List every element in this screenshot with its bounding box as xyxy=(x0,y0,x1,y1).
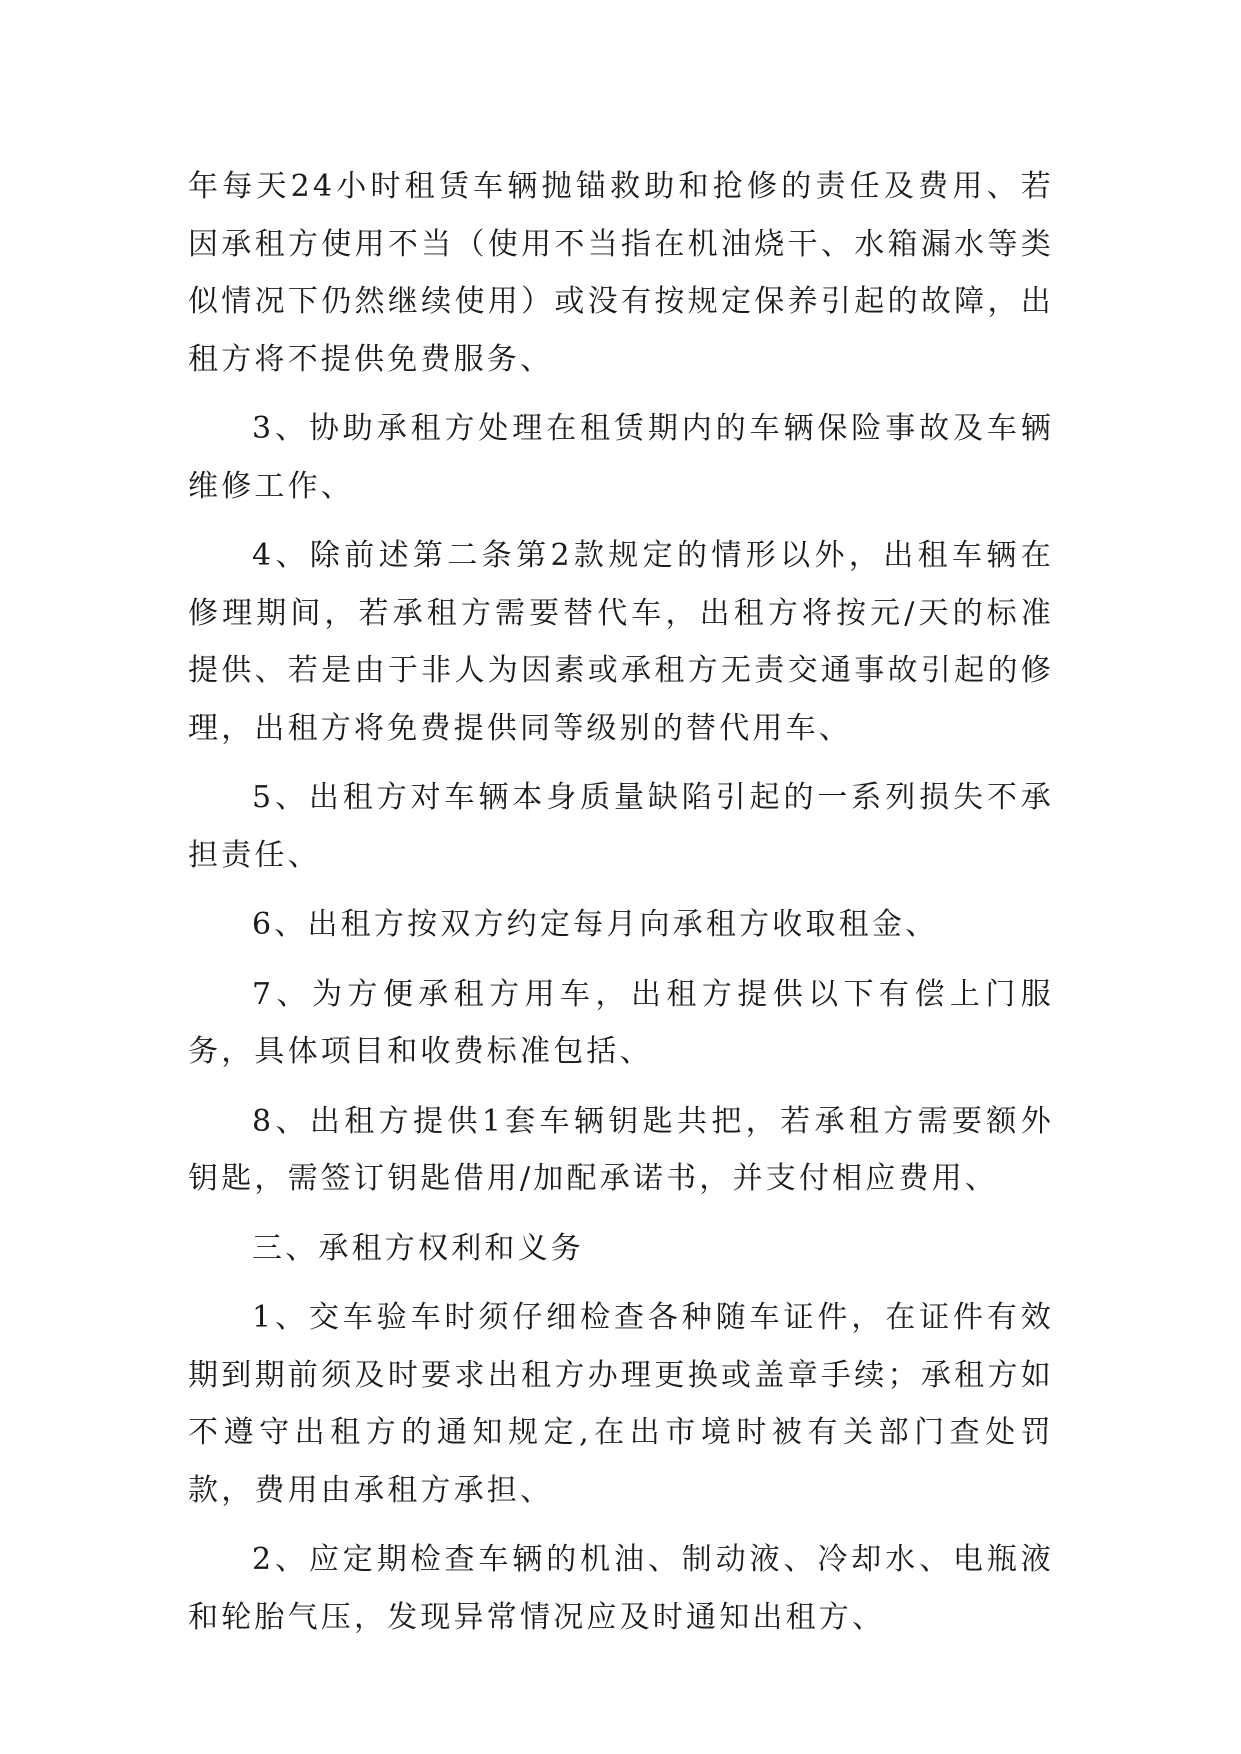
paragraph-clause-3-1: 1、交车验车时须仔细检查各种随车证件，在证件有效期到期前须及时要求出租方办理更换或盖章手续；承租方如不遵守出租方的通知规定,在出市境时被有关部门查处罚款，费用由承租方承担、 xyxy=(188,1300,1054,1508)
paragraph-clause-2-4: 4、除前述第二条第2款规定的情形以外，出租车辆在修理期间，若承租方需要替代车，出租方将按元/天的标准提供、若是由于非人为因素或承租方无责交通事故引起的修理，出租方将免费提供同等级别的替代用车、 xyxy=(188,538,1054,746)
paragraph-clause-2-5: 5、出租方对车辆本身质量缺陷引起的一系列损失不承担责任、 xyxy=(188,780,1054,873)
paragraph-clause-2-3: 3、协助承租方处理在租赁期内的车辆保险事故及车辆维修工作、 xyxy=(188,411,1054,504)
paragraph-continuation: 年每天24小时租赁车辆抛锚救助和抢修的责任及费用、若因承租方使用不当（使用不当指在机油烧干、水箱漏水等类似情况下仍然继续使用）或没有按规定保养引起的故障，出租方将不提供免费服务、 xyxy=(188,169,1054,377)
paragraph-clause-2-8: 8、出租方提供1套车辆钥匙共把，若承租方需要额外钥匙，需签订钥匙借用/加配承诺书，并支付相应费用、 xyxy=(188,1103,1054,1196)
paragraph-clause-2-6: 6、出租方按双方约定每月向承租方收取租金、 xyxy=(252,907,939,942)
paragraph-clause-3-2: 2、应定期检查车辆的机油、制动液、冷却水、电瓶液和轮胎气压，发现异常情况应及时通知出租方、 xyxy=(188,1542,1054,1635)
document-body xyxy=(188,158,1054,1658)
section-heading-lessee-rights: 三、承租方权利和义务 xyxy=(252,1230,584,1266)
paragraph-clause-2-7: 7、为方便承租方用车，出租方提供以下有偿上门服务，具体项目和收费标准包括、 xyxy=(188,976,1054,1069)
